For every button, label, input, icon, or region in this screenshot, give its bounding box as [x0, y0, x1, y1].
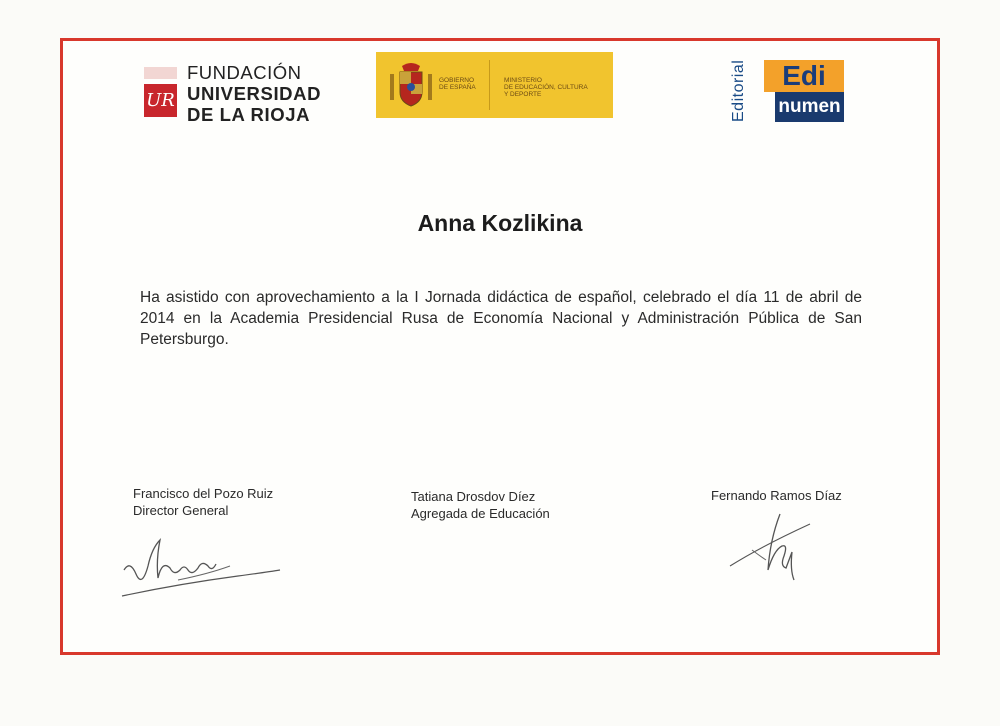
gobierno-logo	[376, 52, 613, 118]
fundacion-logo-text	[187, 62, 321, 125]
signatory-3	[711, 487, 842, 504]
signature-1-icon	[118, 530, 298, 605]
ministerio-text: MINISTERIO DE EDUCACIÓN, CULTURA Y DEPORTE	[504, 77, 588, 98]
gobierno-divider	[489, 60, 490, 110]
signatory-1-name: Francisco del Pozo Ruiz	[133, 486, 274, 501]
fundacion-logo-mark: UR	[144, 84, 177, 117]
signatory-2-name: Tatiana Drosdov Díez	[411, 489, 536, 504]
fundacion-logo-accent	[144, 67, 177, 79]
certificate-body: Ha asistido con aprovechamiento a la I Jornada didáctica de español, celebrado el día 11 de abril de 2014 en la Academia Presidencial Rusa de Economía Nacional y Administración Pública de San Petersburgo.	[140, 289, 862, 348]
editorial-vertical-text: Editorial	[730, 59, 747, 122]
signature-3-icon	[722, 510, 822, 590]
fundacion-line1: FUNDACIÓN	[187, 62, 302, 83]
signatory-2	[411, 488, 550, 522]
numen-logo: numen	[775, 92, 844, 122]
recipient-name: Anna Kozlikina	[417, 210, 583, 236]
signatory-1-title: Director General	[133, 503, 229, 518]
gobierno-text: GOBIERNO DE ESPAÑA	[439, 77, 476, 91]
signatory-1	[133, 485, 273, 519]
coat-of-arms-icon	[388, 60, 434, 110]
fundacion-line2: UNIVERSIDAD	[187, 83, 322, 104]
signatory-2-title: Agregada de Educación	[411, 506, 550, 521]
edi-logo: Edi	[764, 60, 844, 92]
signatory-3-name: Fernando Ramos Díaz	[711, 488, 842, 503]
fundacion-line3: DE LA RIOJA	[187, 104, 311, 125]
